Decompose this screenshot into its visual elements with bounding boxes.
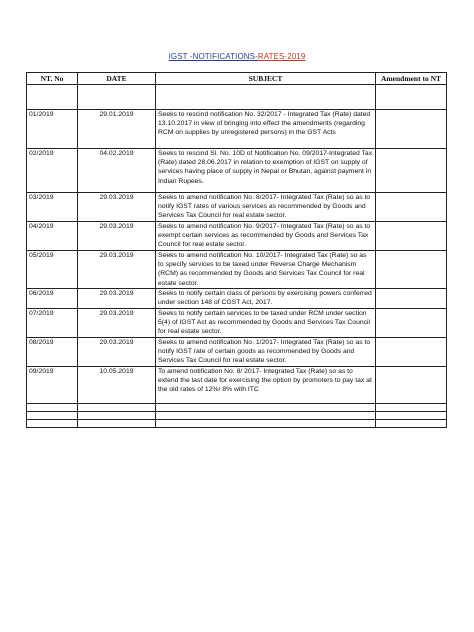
cell-date: 29.03.2019 [78,308,156,337]
cell-amendment [376,366,447,403]
table-row [27,288,447,308]
cell-date: 29.01.2019 [78,110,156,149]
notifications-table [26,72,447,428]
cell-subject: Seeks to notify certain services to be taxed under RCM under section 5(4) of IGST Act as recommended by Goods and Services Tax Council for real estate sector. [156,308,376,337]
table-row [27,308,447,337]
cell-nt-no: 06/2019 [27,288,78,308]
header-amendment: Amendment to NT [376,73,447,85]
cell-amendment [376,308,447,337]
cell-nt-no: 08/2019 [27,337,78,366]
cell-date: 29.03.2019 [78,193,156,222]
header-subject: SUBJECT [156,73,376,85]
cell-amendment [376,222,447,251]
cell-subject: Seeks to amend notification No. 9/2017- Integrated Tax (Rate) so as to exempt certain services as recommended by Goods and Services Tax Council for real estate sector. [156,222,376,251]
cell-nt-no: 03/2019 [27,193,78,222]
cell-amendment [376,288,447,308]
cell-subject: Seeks to amend notification No. 1/2017- Integrated Tax (Rate) so as to notify IGST rate of certain goods as recommended by Goods and Services Tax Council for real estate sector. [156,337,376,366]
table-row [27,110,447,149]
cell-date: 10.05.2019 [78,366,156,403]
table-row [27,222,447,251]
cell-subject: To amend notification No. 8/ 2017- Integrated Tax (Rate) so as to extend the last date for exercising the option by promoters to pay tax at the old rates of 12%/ 8% with ITC [156,366,376,403]
header-nt-no: NT. No [27,73,78,85]
empty-row [27,419,447,427]
cell-date: 29.03.2019 [78,288,156,308]
cell-subject: Seeks to rescind notification No. 32/2017 - Integrated Tax (Rate) dated 13.10.2017 in view of bringing into effect the amendments (regarding RCM on supplies by unregistered persons) in the GST Acts [156,110,376,149]
cell-subject: Seeks to amend notification No. 8/2017- Integrated Tax (Rate) so as to notify IGST rates of various services as recommended by Goods and Services Tax Council for real estate sector. [156,193,376,222]
cell-nt-no: 05/2019 [27,251,78,289]
cell-nt-no: 09/2019 [27,366,78,403]
cell-amendment [376,251,447,289]
cell-nt-no: 07/2019 [27,308,78,337]
cell-amendment [376,337,447,366]
table-row [27,193,447,222]
document-title-year: RATES-2019 [257,52,306,61]
empty-row [27,403,447,411]
cell-nt-no: 02/2019 [27,149,78,193]
spacer-row [27,85,447,110]
document-title-prefix: IGST -NOTIFICATIONS- [168,52,258,61]
document-title [0,52,474,61]
table-row [27,366,447,403]
table-header-row [27,73,447,85]
cell-date: 04.02.2019 [78,149,156,193]
cell-nt-no: 01/2019 [27,110,78,149]
cell-subject: Seeks to amend notification No. 10/2017- Integrated Tax (Rate) so as to specify services to be taxed under Reverse Charge Mechanism (RCM) as recommended by Goods and Services Tax Council for real estate sector. [156,251,376,289]
cell-amendment [376,110,447,149]
cell-amendment [376,193,447,222]
cell-subject: Seeks to notify certain class of persons by exercising powers conferred under section 148 of CGST Act, 2017. [156,288,376,308]
table-row [27,251,447,289]
cell-date: 29.03.2019 [78,251,156,289]
table-row [27,149,447,193]
cell-subject: Seeks to rescind Sl. No. 10D of Notification No. 09/2017-Integrated Tax (Rate) dated 28.06.2017 in relation to exemption of IGST on supply of services having place of supply in Nepal or Bhutan, against payment in Indian Rupees. [156,149,376,193]
empty-row [27,411,447,419]
cell-amendment [376,149,447,193]
cell-date: 29.03.2019 [78,222,156,251]
header-date: DATE [78,73,156,85]
cell-date: 29.03.2019 [78,337,156,366]
table-row [27,337,447,366]
cell-nt-no: 04/2019 [27,222,78,251]
